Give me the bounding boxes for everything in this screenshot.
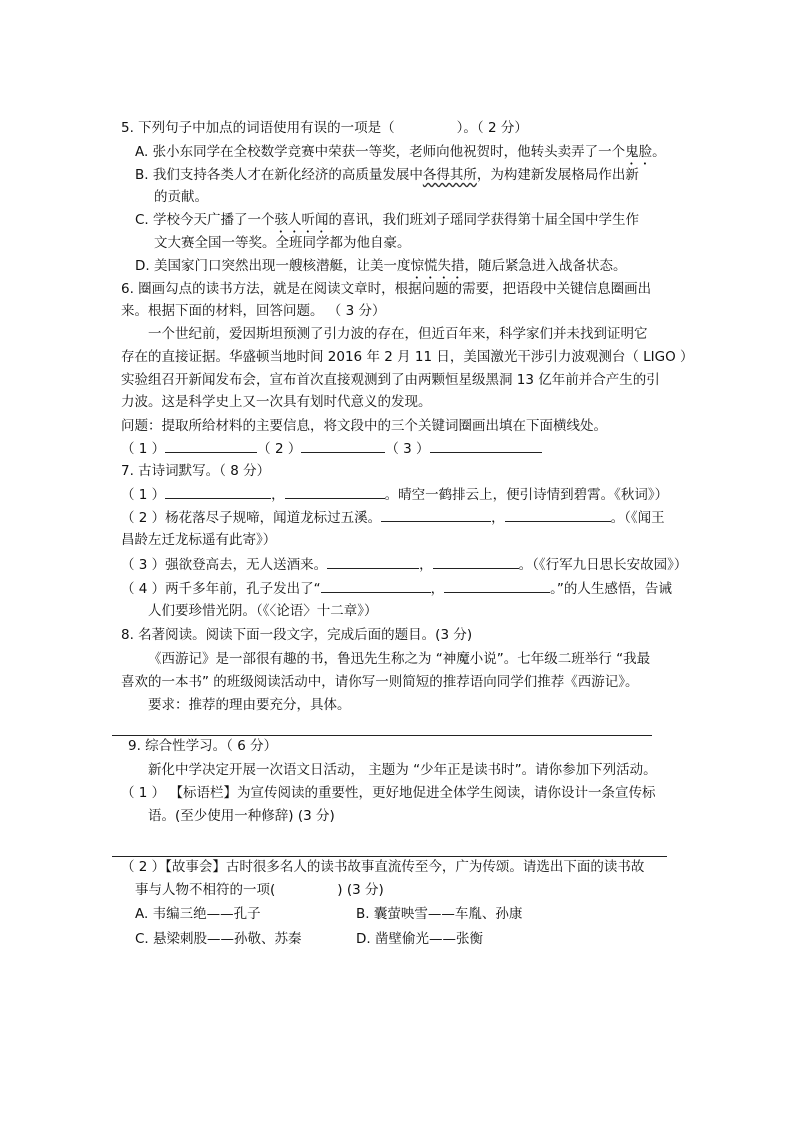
q9-option-a: A. 韦编三绝——孔子 — [135, 906, 261, 922]
q5-stem: 5. 下列句子中加点的词语使用有误的一项是（ ）。（ 2 分） — [121, 120, 528, 136]
answer-blank[interactable] — [285, 484, 385, 499]
q8-passage-1: 《西游记》是一部很有趣的书，鲁迅先生称之为 “神魔小说”。七年级二班举行 “我最 — [148, 651, 651, 667]
answer-blank[interactable] — [381, 507, 491, 522]
q9-option-b: B. 囊萤映雪——车胤、孙康 — [356, 906, 523, 922]
dotted-word: 骇人听闻 — [274, 212, 329, 228]
q5-option-a: A. 张小东同学在全校数学竞赛中荣获一等奖，老师向他祝贺时，他转头卖弄了一个鬼脸。 — [135, 144, 666, 160]
answer-blank[interactable] — [165, 484, 271, 499]
q8-requirement: 要求：推荐的理由要充分，具体。 — [148, 697, 351, 713]
q8-passage-2: 喜欢的一本书” 的班级阅读活动中，请你写一则简短的推荐语向同学们推荐《西游记》。 — [121, 674, 639, 690]
q9-sub2-line-2: 事与人物不相符的一项( ) (3 分) — [135, 882, 384, 898]
q8-stem: 8. 名著阅读。阅读下面一段文字，完成后面的题目。(3 分) — [121, 627, 473, 643]
q7-stem: 7. 古诗词默写。（ 8 分） — [121, 463, 271, 479]
answer-blank[interactable] — [505, 507, 611, 522]
q9-stem: 9. 综合性学习。（ 6 分） — [128, 738, 278, 754]
q7-line-3: （ 3 ）强欲登高去，无人送酒来。 ， 。（《行军九日思长安故园》） — [121, 554, 687, 575]
answer-blank[interactable] — [444, 578, 550, 593]
q7-line-2-cont: 昌龄左迁龙标遥有此寄》） — [121, 532, 277, 548]
q6-question: 问题：提取所给材料的主要信息，将文段中的三个关键词圈画出填在下面横线处。 — [121, 418, 607, 434]
q6-passage-3: 实验组召开新闻发布会，宣布首次直接观测到了由两颗恒星级黑洞 13 亿年前并合产生的引 — [121, 372, 660, 388]
dotted-word: 鬼脸 — [625, 144, 653, 160]
q5-option-c: C. 学校今天广播了一个骇人听闻的喜讯，我们班刘子瑶同学获得第十届全国中学生作 — [135, 212, 640, 228]
answer-blank[interactable] — [321, 578, 431, 593]
q9-intro: 新化中学决定开展一次语文日活动， 主题为 “少年正是读书时”。请你参加下列活动。 — [148, 762, 657, 778]
q5-option-b-cont: 的贡献。 — [154, 189, 208, 205]
q9-sub1-line-1: （ 1 ） 【标语栏】为宣传阅读的重要性，更好地促进全体学生阅读，请你设计一条宣传标 — [121, 785, 656, 801]
dotted-word: 惊慌失措 — [410, 258, 465, 274]
q7-line-4: （ 4 ）两千多年前，孔子发出了“ ， 。”的人生感悟，告诫 — [121, 578, 672, 599]
q6-passage-2: 存在的直接证据。华盛顿当地时间 2016 年 2 月 11 日，美国激光干涉引力波观测台（ LIGO ） — [121, 349, 694, 365]
q7-line-4-cont: 人们要珍惜光阴。（《〈论语〉十二章》） — [148, 603, 378, 619]
q7-line-1: （ 1 ） ， 。晴空一鹤排云上，便引诗情到碧霄。《秋词》） — [121, 484, 668, 505]
q9-option-d: D. 凿壁偷光——张衡 — [356, 931, 483, 947]
answer-blank[interactable] — [430, 438, 542, 453]
q6-answers: （ 1 ） （ 2 ） （ 3 ） — [121, 438, 542, 459]
q6-stem-2: 来。根据下面的材料，回答问题。 （ 3 分） — [121, 303, 386, 319]
q7-line-2: （ 2 ）杨花落尽子规啼，闻道龙标过五溪。 ， 。（《闻王 — [121, 507, 665, 528]
q9-option-c: C. 悬梁刺股——孙敬、苏秦 — [135, 931, 302, 947]
wavy-underlined-word: 各得其所 — [422, 167, 477, 183]
answer-blank[interactable] — [327, 554, 419, 569]
q6-passage-1: 一个世纪前，爱因斯坦预测了引力波的存在，但近百年来，科学家们并未找到证明它 — [148, 326, 648, 342]
q5-option-c-cont: 文大赛全国一等奖。全班同学都为他自豪。 — [154, 235, 411, 251]
q5-option-b: B. 我们支持各类人才在新化经济的高质量发展中各得其所，为构建新发展格局作出新 — [135, 167, 639, 183]
q5-option-d: D. 美国家门口突然出现一艘核潜艇，让美一度惊慌失措，随后紧急进入战备状态。 — [135, 258, 627, 274]
answer-blank[interactable] — [301, 438, 385, 453]
answer-blank[interactable] — [433, 554, 519, 569]
q6-passage-4: 力波。这是科学史上又一次具有划时代意义的发现。 — [121, 394, 432, 410]
answer-blank[interactable] — [165, 438, 257, 453]
q6-stem-1: 6. 圈画勾点的读书方法，就是在阅读文章时，根据问题的需要，把语段中关键信息圈画出 — [121, 281, 652, 297]
q9-sub1-line-2: 语。(至少使用一种修辞) (3 分) — [148, 808, 335, 824]
q9-sub2-line-1: （ 2 ）【故事会】古时很多名人的读书故事直流传至今，广为传颂。请选出下面的读书故 — [121, 859, 645, 875]
